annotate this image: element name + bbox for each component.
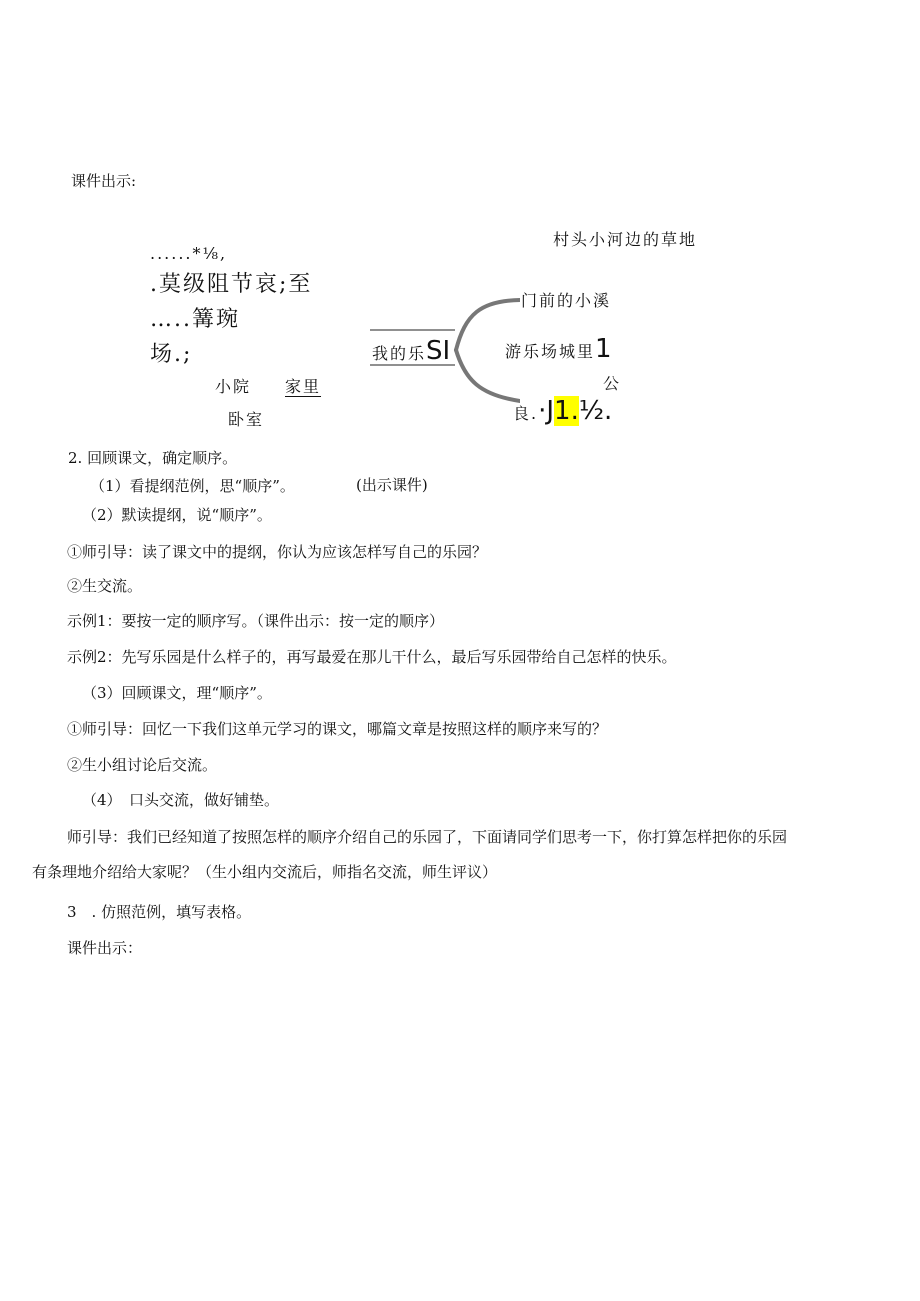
intro-label: 课件出示:: [71, 172, 137, 190]
diagram-left-line-1: ......*⅛,: [150, 244, 228, 263]
diagram-small-right: 家里: [285, 377, 322, 396]
diagram-right-item-3-prefix: 良.: [513, 404, 539, 423]
section-2-p3: ①师引导：读了课文中的提纲，你认为应该怎样写自己的乐园？: [67, 543, 488, 561]
section-3-label: 课件出示：: [67, 939, 143, 957]
section-2-p1: （1）看提纲范例，思“顺序”。: [90, 477, 295, 495]
diagram-left-line-3: …..篝琬: [150, 307, 240, 332]
diagram-right-item-3-end: ½.: [578, 396, 613, 426]
diagram-left-line-4: 场.;: [150, 342, 193, 367]
diagram-right-gong: 公: [603, 374, 622, 393]
section-2-p5: 示例1：要按一定的顺序写。（课件出示：按一定的顺序）: [67, 612, 445, 630]
diagram-right-item-3: [513, 398, 612, 424]
diagram-center-text: 我的乐: [372, 344, 427, 363]
diagram-right-item-2-text: 游乐场城里: [505, 342, 596, 361]
diagram-right-item-2: [505, 336, 612, 362]
section-3-heading: 3 . 仿照范例，填写表格。: [67, 903, 252, 921]
diagram-small-bottom: 卧室: [228, 410, 265, 429]
section-2-p2: （2）默读提纲，说“顺序”。: [82, 506, 272, 524]
diagram-right-top: 村头小河边的草地: [553, 230, 698, 249]
section-2-p7: （3）回顾课文，理“顺序”。: [82, 684, 272, 702]
diagram-right-item-3-highlight: 1.: [554, 396, 579, 426]
section-2-p4: ②生交流。: [67, 577, 143, 595]
diagram-left-line-2: .莫级阻节哀;至: [150, 272, 313, 297]
diagram-right-item-3-dot: ·J: [538, 396, 555, 426]
section-2-p6: 示例2：先写乐园是什么样子的，再写最爱在那儿干什么，最后写乐园带给自己怎样的快乐。: [67, 648, 677, 666]
section-2-p10: （4） 口头交流，做好铺垫。: [82, 791, 280, 809]
diagram-small-left: 小院: [215, 377, 252, 396]
diagram-center-suffix: SI: [426, 336, 451, 366]
diagram-center-label: [372, 338, 450, 364]
section-2-p1-note: (出示课件): [356, 476, 428, 494]
diagram-right-item-2-suffix: 1: [595, 334, 612, 364]
section-2-p9: ②生小组讨论后交流。: [67, 756, 218, 774]
section-2-p11-line-1: 师引导：我们已经知道了按照怎样的顺序介绍自己的乐园了，下面请同学们思考一下，你打算怎样把你的乐园: [67, 828, 788, 846]
section-2-heading: 2. 回顾课文，确定顺序。: [68, 449, 238, 467]
section-2-p8: ①师引导：回忆一下我们这单元学习的课文，哪篇文章是按照这样的顺序来写的？: [67, 720, 608, 738]
section-2-p11-line-2: 有条理地介绍给大家呢？（生小组内交流后，师指名交流，师生评议）: [32, 863, 498, 881]
diagram-right-item-1: 门前的小溪: [521, 291, 612, 310]
